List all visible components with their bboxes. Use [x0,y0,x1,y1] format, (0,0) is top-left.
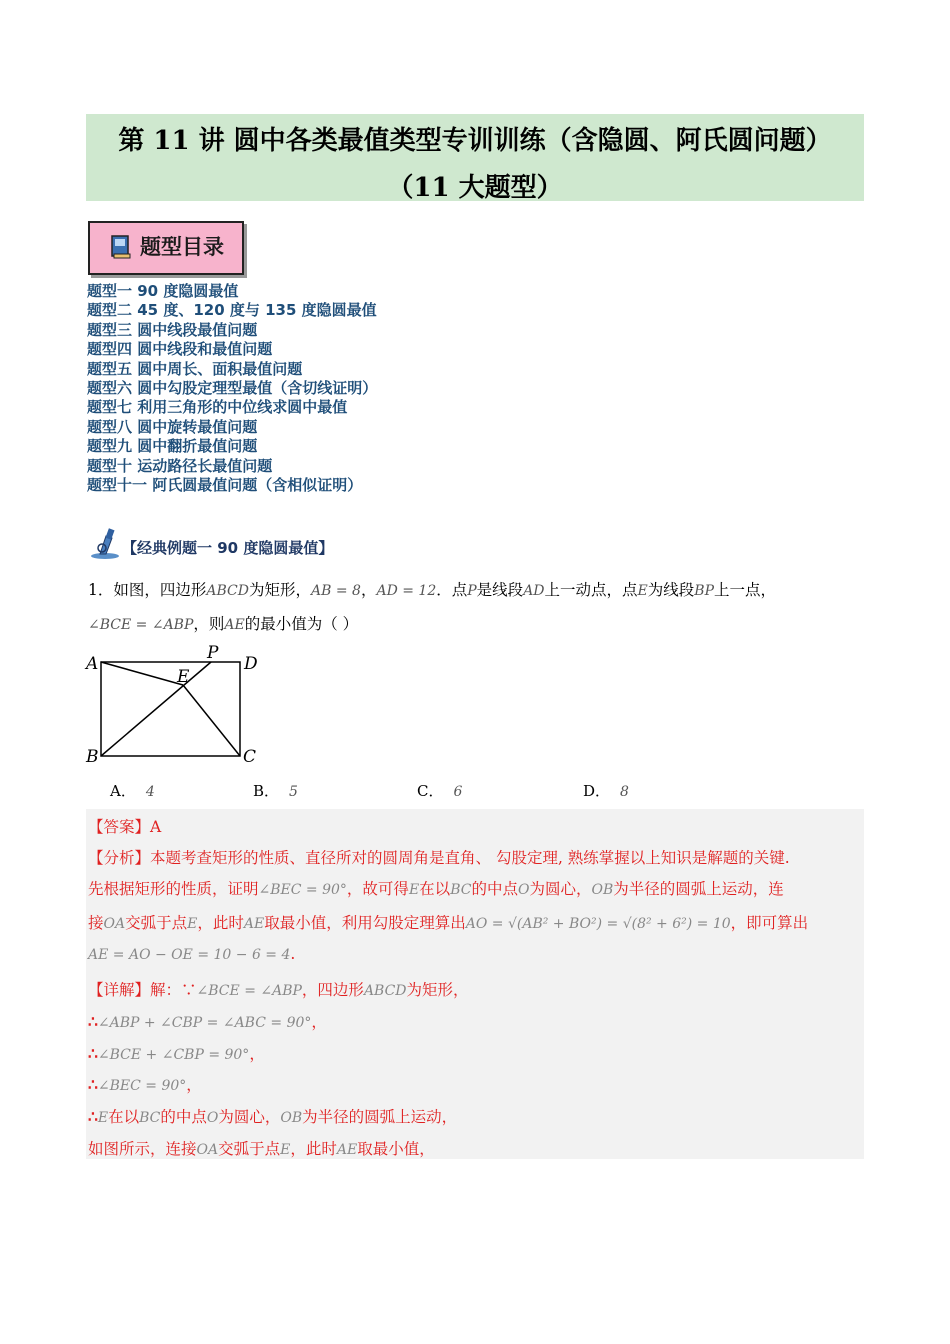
toc-list [87,282,377,495]
detail-line-5: ∴E在以BC的中点O为圆心，OB为半径的圆弧上运动， [88,1107,458,1126]
toc-item[interactable]: 题型十 运动路径长最值问题 [87,456,273,475]
label-c: C [243,747,257,767]
segment-bp [101,662,211,756]
geometry-figure [80,640,280,770]
segment-ae [101,662,183,685]
analysis-line-2: 先根据矩形的性质，证明∠BEC = 90°，故可得E在以BC的中点O为圆心，OB为半径的圆弧上运动，连 [88,880,784,898]
toc-item[interactable]: 题型四 圆中线段和最值问题 [87,340,273,359]
toc-item[interactable]: 题型三 圆中线段最值问题 [87,320,258,339]
toc-item[interactable]: 题型五 圆中周长、面积最值问题 [87,359,303,378]
toc-item[interactable]: 题型八 圆中旋转最值问题 [87,417,258,436]
analysis-line-4: AE = AO − OE = 10 − 6 = 4. [88,945,296,963]
answer-line: 【答案】A [88,818,162,836]
analysis-line-3: 接OA交弧于点E，此时AE取最小值，利用勾股定理算出AO = √(AB² + BO²) = √(8² + 6²) = 10，即可算出 [88,914,809,932]
detail-line-4: ∴∠BEC = 90°， [88,1075,202,1094]
detail-line-3: ∴∠BCE + ∠CBP = 90°， [88,1044,265,1063]
question-line-1: 1．如图，四边形ABCD为矩形，AB = 8，AD = 12．点P是线段AD上一动点，点E为线段BP上一点， [88,581,777,599]
label-b: B [86,747,99,767]
detail-line-1: 【详解】解：∵∠BCE = ∠ABP，四边形ABCD为矩形， [88,981,469,999]
detail-line-6: 如图所示，连接OA交弧于点E，此时AE取最小值， [88,1140,435,1158]
example-heading: 【经典例题一 90 度隐圆最值】 [122,539,334,557]
rectangle-abcd [101,662,240,756]
toc-item[interactable]: 题型十一 阿氏圆最值问题（含相似证明） [87,476,363,495]
detail-line-2: ∴∠ABP + ∠CBP = ∠ABC = 90°， [88,1012,327,1031]
question-line-2: ∠BCE = ∠ABP，则AE的最小值为（ ） [88,615,359,633]
analysis-line-1: 【分析】本题考查矩形的性质、直径所对的圆周角是直角、 勾股定理, 熟练掌握以上知识是解题的关键. [88,849,790,867]
label-p: P [207,643,219,663]
label-e: E [177,667,190,687]
book-icon [110,234,132,260]
page-subtitle: （11 大题型） [387,173,563,203]
choice-d[interactable]: D． 8 [583,782,629,800]
microscope-icon [88,526,122,560]
choice-b[interactable]: B． 5 [253,782,298,800]
toc-item[interactable]: 题型六 圆中勾股定理型最值（含切线证明） [87,379,378,398]
toc-item[interactable]: 题型七 利用三角形的中位线求圆中最值 [87,398,348,417]
label-a: A [86,654,99,674]
choice-c[interactable]: C． 6 [417,782,463,800]
page-title: 第 11 讲 圆中各类最值类型专训训练（含隐圆、阿氏圆问题） [118,126,832,156]
toc-item[interactable]: 题型九 圆中翻折最值问题 [87,437,258,456]
label-d: D [244,654,258,674]
toc-item[interactable]: 题型一 90 度隐圆最值 [87,282,239,300]
toc-badge-label: 题型目录 [140,235,224,259]
choice-a[interactable]: A． 4 [110,782,155,800]
segment-ce [183,685,240,756]
toc-item[interactable]: 题型二 45 度、120 度与 135 度隐圆最值 [87,301,377,320]
